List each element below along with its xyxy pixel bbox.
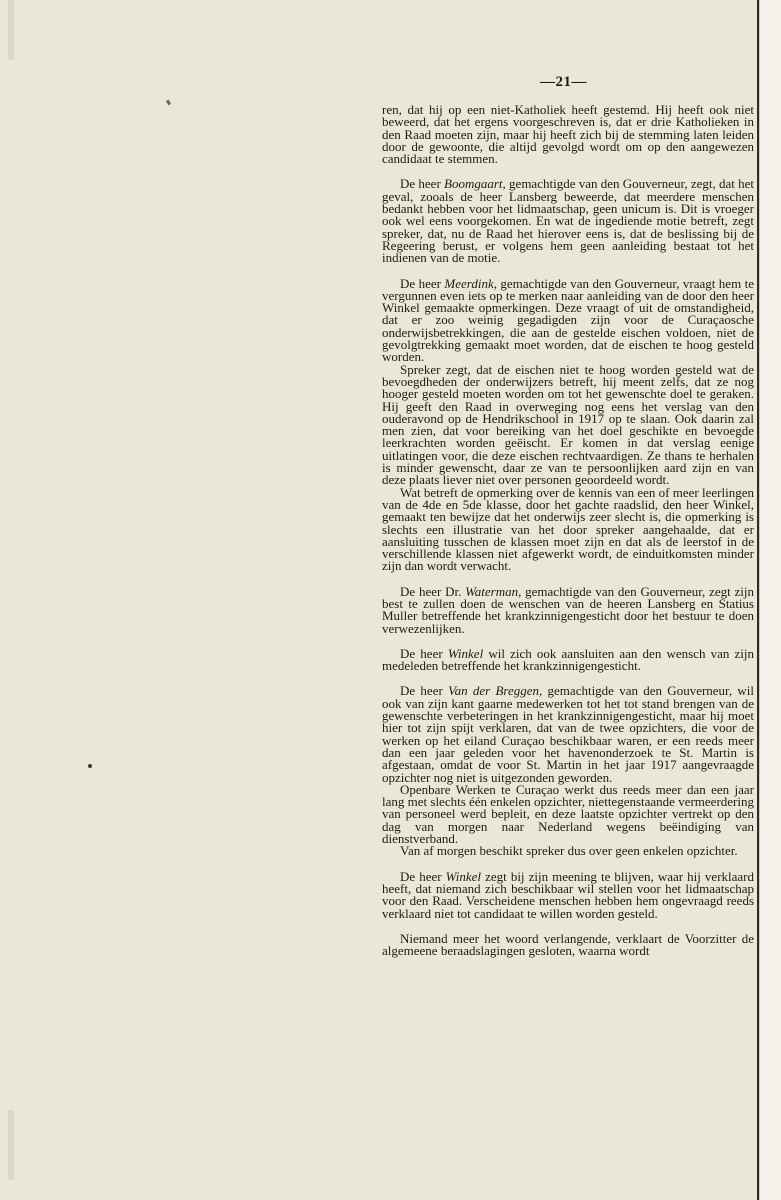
paragraph-12: Niemand meer het woord verlangende, verklaart de Voorzitter de algemeene beraadslagingen gesloten, waarna wordt [382,930,754,959]
scan-speck [166,100,171,106]
speaker-name: Boomgaart, [444,176,506,192]
speaker-name: Winkel [445,868,482,884]
speaker-name: Meerdink, [444,275,497,291]
scan-mark-bottom [8,1110,14,1180]
paragraph-6: De heer Dr. Waterman, gemachtigde van den Gouverneur, zegt zijn best te zullen doen de wenschen van de heeren Lansberg en Statius Muller betreffende het krankzinnigengesticht door het bestuur te doen verwezenlijken. [382,583,754,636]
paragraph-10: Van af morgen beschikt spreker dus over geen enkelen opzichter. [400,843,738,859]
paragraph-9: Openbare Werken te Curaçao werkt dus reeds meer dan een jaar lang met slechts één enkelen opzichter, niettegenstaande vermeerdering van personeel werd bepleit, en deze laatste opzichter vertrekt op den dag van morgen naar Nederland wegens beëindiging van dienstverband. [382,781,754,847]
scan-dot [88,764,92,768]
paragraph-1: ren, dat hij op een niet-Katholiek heeft gestemd. Hij heeft ook niet beweerd, dat het ergens voorgeschreven is, dat er drie Katholieken in den Raad moeten zijn, maar hij heeft zich bij de stemming laten leiden door de gewoonte, die altijd gevolgd wordt om op den aangewezen candidaat te stemmen. [382,102,754,167]
scan-border [759,0,781,1200]
speaker-name: Van der Breggen, [448,683,543,699]
paragraph-11: De heer Winkel zegt bij zijn meening te blijven, waar hij verklaard heeft, dat niemand zich beschikbaar wil stellen voor het lidmaatschap voor den Raad. Verscheidene menschen hebben hem ongevraagd reeds verklaard niet tot candidaat te willen worden gesteld. [382,868,755,921]
paragraph-7: De heer Winkel wil zich ook aansluiten aan den wensch van zijn medeleden betreffende het krankzinnigengesticht. [382,645,754,674]
text-column [382,104,754,957]
paragraph-2: De heer Boomgaart, gemachtigde van den Gouverneur, zegt, dat het geval, zooals de heer Lansberg beweerde, dat meerdere menschen bedankt hebben voor het lidmaatschap, geen unicum is. Dit is vroeger ook wel eens voorgekomen. En wat de ingediende motie betreft, zegt spreker, dat, nu de Raad het hierover eens is, dat de beslissing bij de Regeering berust, er volgens hem geen aanleiding bestaat tot het indienen van de motie. [382,176,755,266]
paragraph-3: De heer Meerdink, gemachtigde van den Gouverneur, vraagt hem te vergunnen even iets op te merken naar aanleiding van de door den heer Winkel gemaakte opmerkingen. Deze vraagt of uit de omstandigheid, dat er zoo weinig gegadigden zijn voor de Curaçaosche onderwijsbetrekkingen, die aan de gestelde eischen voldoen, niet de gevolgtrekking gemaakt moet worden, dat de eischen te hoog gesteld worden. [382,275,754,365]
paragraph-5: Wat betreft de opmerking over de kennis van een of meer leerlingen van de 4de en 5de klasse, door het gachte raadslid, den heer Winkel, gemaakt ten bewijze dat het onderwijs zeer slecht is, die opmerking is slechts een illustratie van het door spreker aangehaalde, dat er aansluiting tusschen de klassen moet zijn en dat als de leerstof in de verschillende klassen niet afgewerkt wordt, de einduitkomsten minder zijn dan wordt verwacht. [382,484,754,574]
speaker-name: Winkel [447,645,484,661]
speaker-name: Waterman, [465,583,522,599]
scan-mark-top [8,0,14,60]
paragraph-4: Spreker zegt, dat de eischen niet te hoog worden gesteld wat de bevoegdheden der onderwijzers betreft, hij meent zelfs, dat ze nog hooger gesteld moeten worden om tot het gewenschte doel te geraken. Hij geeft den Raad in overweging nog eens het verslag van den ouderavond op de Hendrikschool in 1917 op te slaan. Ook daarin zal men zien, dat voor bereiking van het doel geschikte en bevoegde leerkrachten worden geëischt. Er komen in dat verslag eenige uitlatingen voor, die deze eischen rechtvaardigen. Ze thans te herhalen is minder gewenscht, daar ze van te persoonlijken aard zijn en van deze plaats liever niet over personen geoordeeld wordt. [382,361,754,488]
paragraph-8: De heer Van der Breggen, gemachtigde van den Gouverneur, wil ook van zijn kant gaarne medewerken tot het tot stand brengen van de gewenschte verbeteringen in het krankzinnigengesticht, maar hij moet hier tot zijn spijt verklaren, dat van de twee opzichters, die voor de werken op het eiland Curaçao beschikbaar waren, er een reeds meer dan een jaar geleden voor het havenonderzoek te St. Martin is afgestaan, omdat de voor St. Martin in het jaar 1917 aangevraagde opzichter nog niet is uitgezonden geworden. [382,683,755,785]
page-number: —21— [540,74,587,90]
